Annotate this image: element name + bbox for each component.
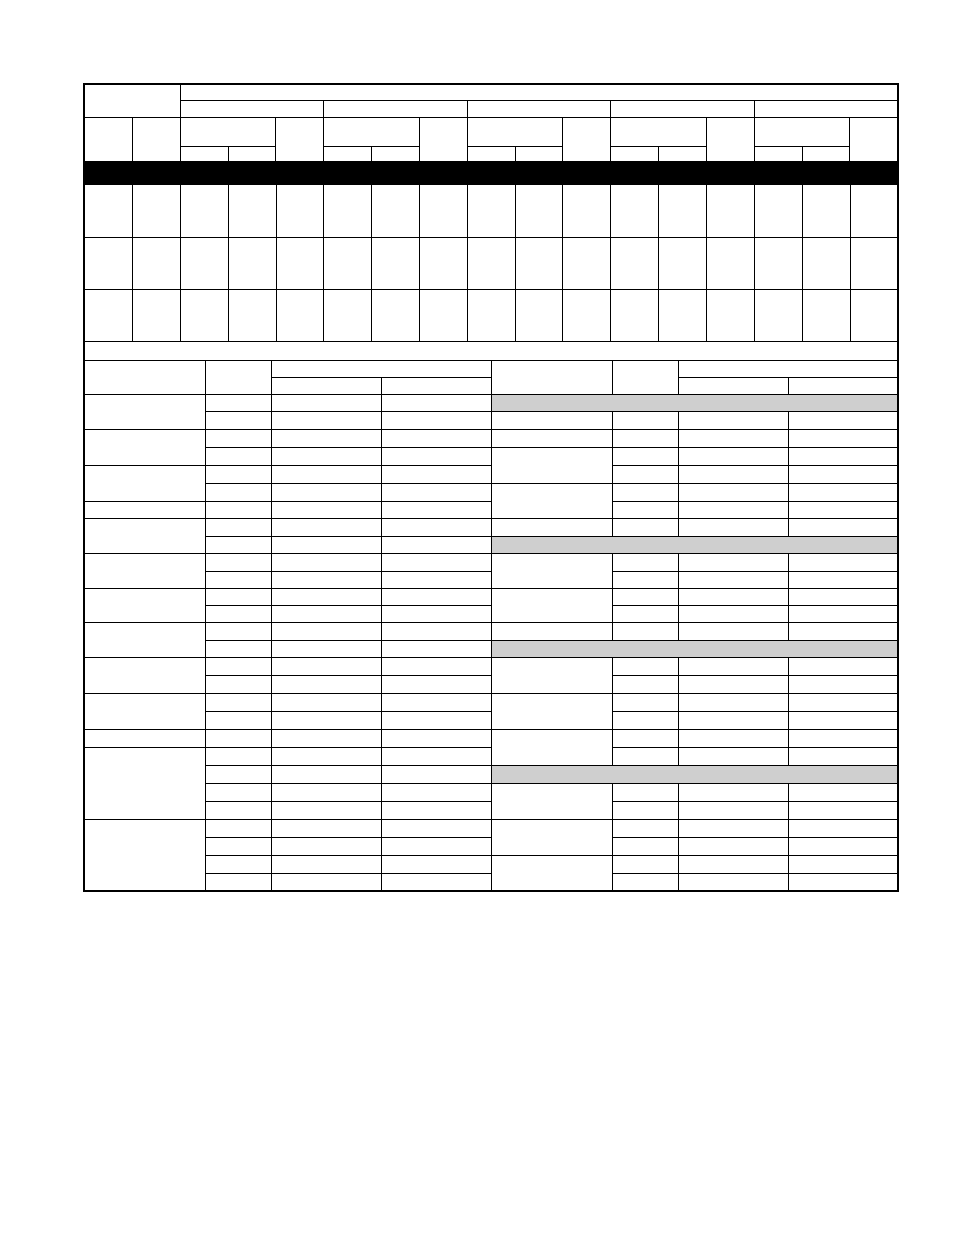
table-outer-border <box>83 83 899 892</box>
